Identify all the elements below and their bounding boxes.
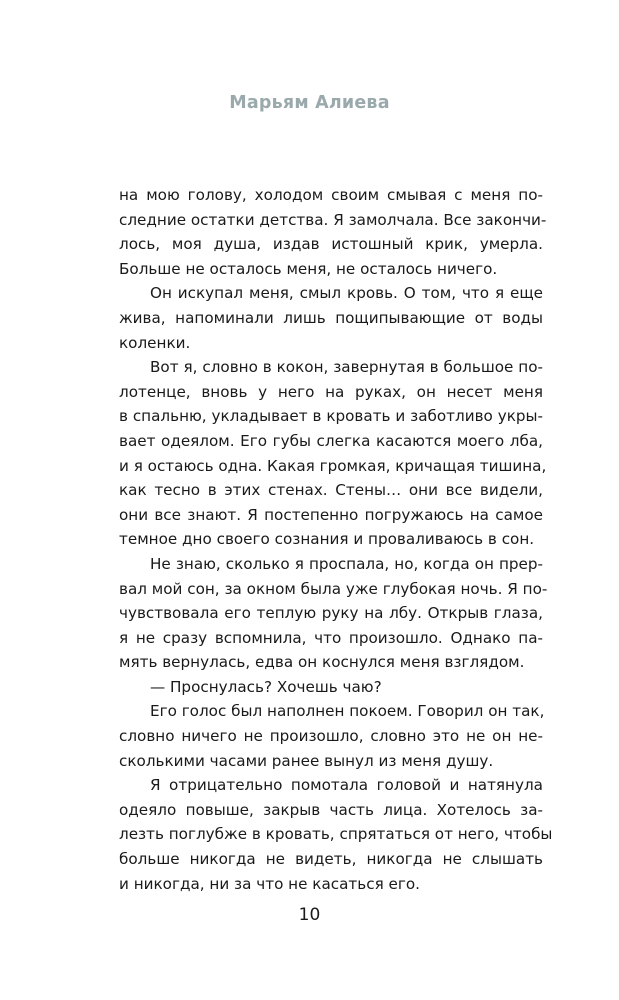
paragraph xyxy=(119,699,543,773)
text-line: Вот я, словно в кокон, завернутая в большое по- xyxy=(150,358,543,377)
text-line: и никогда, ни за что не касаться его. xyxy=(119,874,420,893)
text-line: сколькими часами ранее вынул из меня душу. xyxy=(119,751,494,770)
text-line: следние остатки детства. Я замолчала. Все закончи- xyxy=(119,210,547,229)
paragraph xyxy=(119,773,553,896)
body-text xyxy=(119,183,553,896)
text-line: лотенце, вновь у него на руках, он несет меня xyxy=(119,382,543,401)
text-line: коленки. xyxy=(119,333,191,352)
paragraph xyxy=(119,281,543,355)
running-head-author: Марьям Алиева xyxy=(229,93,390,113)
text-line: лось, моя душа, издав истошный крик, умерла. xyxy=(119,235,543,254)
text-line: Он искупал меня, смыл кровь. О том, что я еще xyxy=(150,284,543,303)
text-line: Больше не осталось меня, не осталось ничего. xyxy=(119,259,498,278)
text-line: жива, напоминали лишь пощипывающие от воды xyxy=(119,308,543,327)
paragraph xyxy=(119,675,543,700)
text-line: вает одеялом. Его губы слегка касаются моего лба, xyxy=(119,431,543,450)
text-line: я не сразу вспомнила, что произошло. Однако па- xyxy=(119,628,543,647)
paragraph xyxy=(119,355,547,552)
page-number: 10 xyxy=(298,905,321,925)
text-line: мять вернулась, едва он коснулся меня взглядом. xyxy=(119,653,525,672)
text-line: как тесно в этих стенах. Стены… они все видели, xyxy=(119,481,543,500)
text-line: на мою голову, холодом своим смывая с меня по- xyxy=(119,186,543,204)
text-line: Не знаю, сколько я проспала, но, когда он прер- xyxy=(150,554,543,573)
text-line: Его голос был наполнен покоем. Говорил он так, xyxy=(150,702,545,721)
text-line: лезть поглубже в кровать, спрятаться от него, чтобы xyxy=(119,825,553,844)
text-line: словно ничего не произошло, словно это не он не- xyxy=(119,727,543,746)
text-line: темное дно своего сознания и проваливаюсь в сон. xyxy=(119,530,535,549)
text-line: в спальню, укладывает в кровать и заботливо укры- xyxy=(119,407,543,426)
paragraph xyxy=(119,183,547,281)
text-line: больше никогда не видеть, никогда не слышать xyxy=(119,850,543,869)
text-line: Я отрицательно помотала головой и натянула xyxy=(150,776,543,795)
paragraph xyxy=(119,552,548,675)
text-line: вал мой сон, за окном была уже глубокая ночь. Я по- xyxy=(119,579,548,598)
text-line: они все знают. Я постепенно погружаюсь на самое xyxy=(119,505,543,524)
text-line: и я остаюсь одна. Какая громкая, кричащая тишина, xyxy=(119,456,547,475)
text-line: одеяло повыше, закрыв часть лица. Хотелось за- xyxy=(119,800,543,819)
text-line: — Проснулась? Хочешь чаю? xyxy=(150,677,382,696)
text-line: чувствовала его теплую руку на лбу. Открыв глаза, xyxy=(119,604,543,623)
